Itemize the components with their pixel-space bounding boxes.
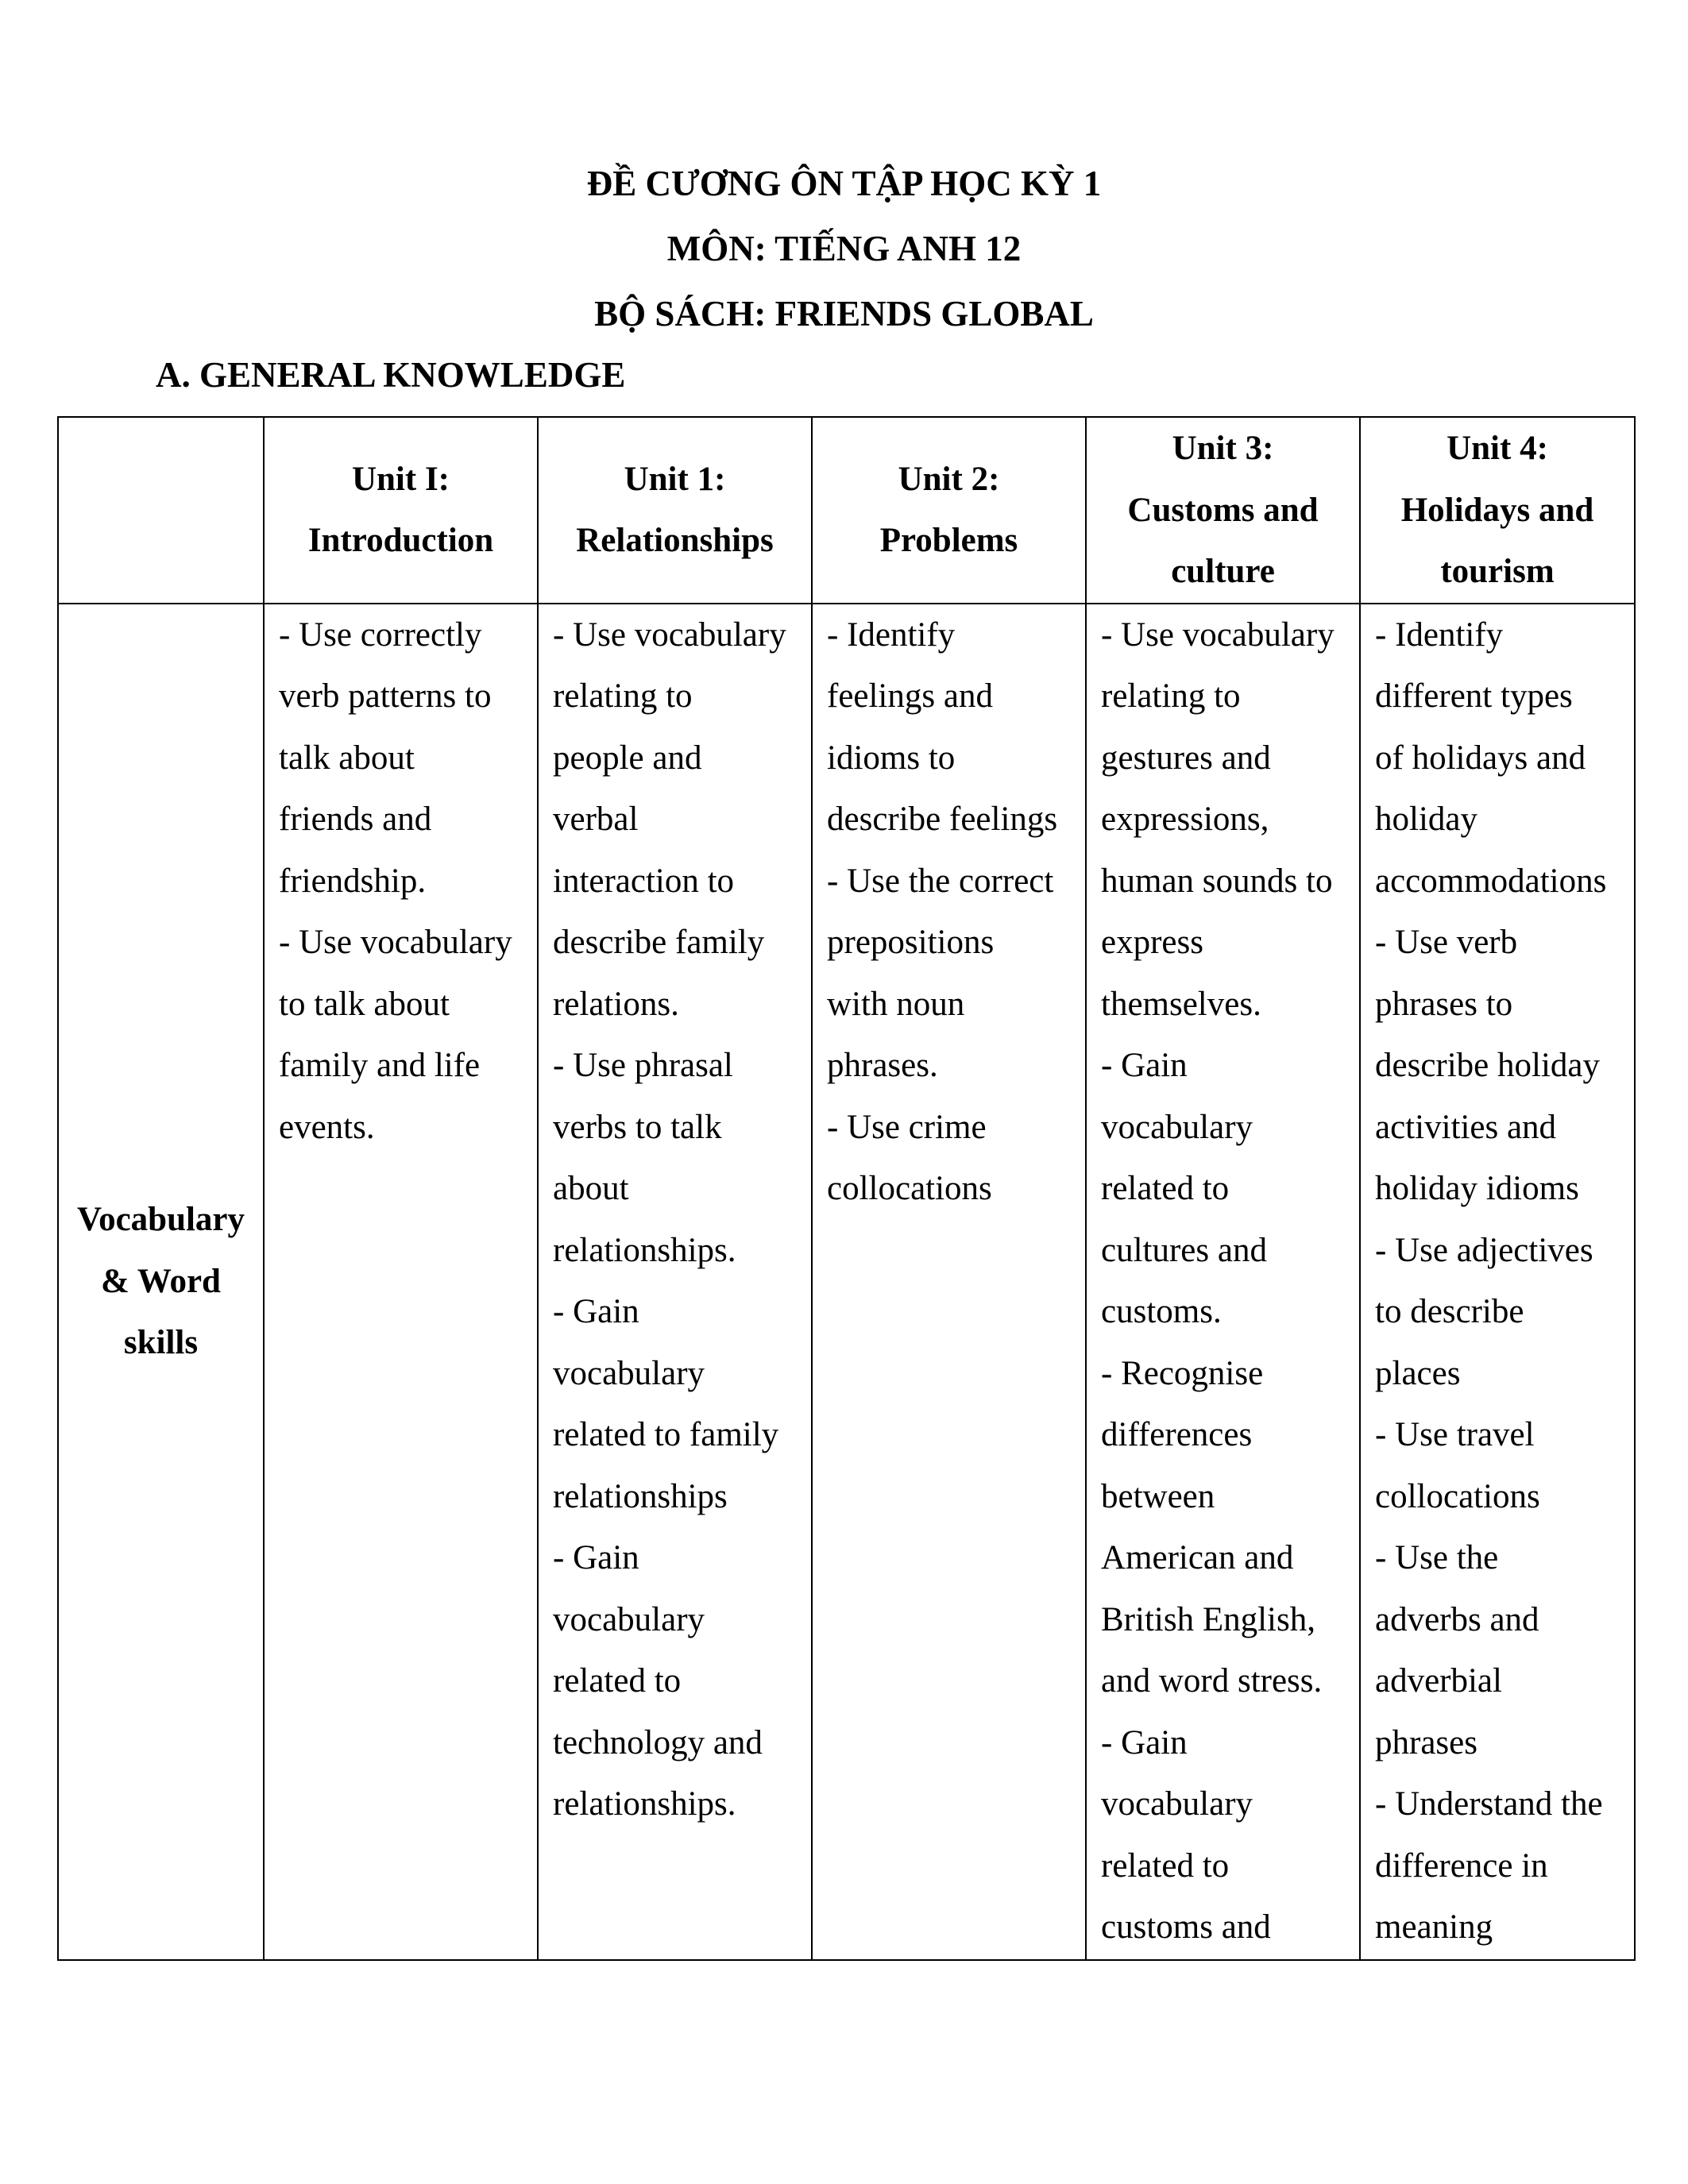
title-line-subject: MÔN: TIẾNG ANH 12 bbox=[666, 229, 1022, 268]
cell-text-line: friends and bbox=[279, 801, 432, 838]
cell-text-line: - Use vocabulary bbox=[553, 615, 786, 654]
cell-text-line: phrases. bbox=[827, 1047, 938, 1084]
header-unit-3 bbox=[1086, 417, 1360, 604]
header-unit-4 bbox=[1360, 417, 1635, 604]
cell-text-line: vocabulary bbox=[553, 1600, 705, 1638]
cell-text-line: vocabulary bbox=[553, 1354, 705, 1392]
cell-text-line: - Use crime bbox=[827, 1108, 987, 1146]
cell-unit-4 bbox=[1360, 604, 1635, 1960]
title-line-outline: ĐỀ CƯƠNG ÔN TẬP HỌC KỲ 1 bbox=[586, 164, 1102, 203]
cell-unit-3 bbox=[1086, 604, 1360, 1960]
table-header-row bbox=[58, 417, 1635, 604]
header-line: Introduction bbox=[307, 522, 494, 560]
cell-text-line: - Gain bbox=[553, 1293, 639, 1330]
cell-text-line: differences bbox=[1101, 1416, 1253, 1453]
cell-text-line: - Gain bbox=[553, 1539, 639, 1576]
cell-text-line: meaning bbox=[1375, 1908, 1493, 1946]
cell-text-line: family and life bbox=[279, 1047, 481, 1084]
header-unit-2 bbox=[812, 417, 1086, 604]
cell-text-line: expressions, bbox=[1101, 801, 1269, 838]
row-label-vocabulary bbox=[58, 604, 264, 1960]
cell-text-line: describe feelings bbox=[827, 801, 1058, 838]
cell-text-line: gestures and bbox=[1101, 739, 1271, 777]
cell-text-line: activities and bbox=[1375, 1108, 1557, 1146]
cell-text-line: different types bbox=[1375, 677, 1573, 715]
cell-text-line: interaction to bbox=[553, 862, 735, 900]
cell-text-line: relating to bbox=[1101, 677, 1241, 715]
cell-text-line: cultures and bbox=[1101, 1231, 1267, 1269]
header-line: tourism bbox=[1440, 553, 1555, 590]
cell-text-line: - Use verb bbox=[1375, 924, 1518, 961]
cell-text-line: - Use vocabulary bbox=[1101, 615, 1335, 654]
cell-text-line: collocations bbox=[827, 1170, 992, 1207]
cell-text-line: - Use the correct bbox=[827, 862, 1054, 900]
title-line-book: BỘ SÁCH: FRIENDS GLOBAL bbox=[594, 294, 1094, 334]
cell-text-line: related to bbox=[1101, 1170, 1230, 1207]
cell-text-line: customs. bbox=[1101, 1293, 1222, 1330]
cell-text-line: - Use travel bbox=[1375, 1416, 1535, 1453]
cell-text-line: customs and bbox=[1101, 1908, 1271, 1946]
cell-text-line: adverbs and bbox=[1375, 1600, 1539, 1638]
cell-text-line: - Use correctly bbox=[279, 615, 482, 654]
header-unit-intro bbox=[264, 417, 538, 604]
cell-unit-1 bbox=[538, 604, 812, 1960]
cell-text-line: events. bbox=[279, 1108, 375, 1146]
header-corner-cell bbox=[58, 417, 264, 604]
knowledge-table bbox=[57, 416, 1636, 1961]
cell-text-line: phrases bbox=[1375, 1723, 1477, 1761]
cell-text-line: holiday idioms bbox=[1375, 1170, 1579, 1207]
header-line: Unit 3: bbox=[1172, 430, 1274, 467]
row-label-line: Vocabulary bbox=[76, 1201, 245, 1239]
cell-text-line: verb patterns to bbox=[279, 677, 492, 715]
cell-text-line: themselves. bbox=[1101, 985, 1261, 1023]
cell-text-line: friendship. bbox=[279, 862, 427, 900]
cell-text-line: British English, bbox=[1101, 1600, 1315, 1638]
row-label-line: skills bbox=[123, 1324, 199, 1362]
cell-text-line: prepositions bbox=[827, 924, 995, 961]
cell-text-line: technology and bbox=[553, 1723, 763, 1761]
cell-text-line: accommodations bbox=[1375, 862, 1607, 900]
cell-text-line: between bbox=[1101, 1477, 1215, 1515]
cell-text-line: relations. bbox=[553, 985, 679, 1023]
cell-text-line: relationships. bbox=[553, 1785, 736, 1823]
cell-text-line: related to bbox=[553, 1662, 682, 1700]
cell-text-line: idioms to bbox=[827, 739, 956, 777]
section-heading: A. GENERAL KNOWLEDGE bbox=[156, 355, 626, 395]
cell-text-line: human sounds to bbox=[1101, 862, 1333, 900]
cell-text-line: vocabulary bbox=[1101, 1108, 1253, 1146]
cell-text-line: vocabulary bbox=[1101, 1785, 1253, 1823]
cell-text-line: verbs to talk bbox=[553, 1108, 722, 1146]
cell-text-line: related to bbox=[1101, 1846, 1230, 1885]
document-title bbox=[0, 151, 1688, 346]
cell-unit-2 bbox=[812, 604, 1086, 1960]
cell-text-line: - Use vocabulary bbox=[279, 924, 512, 961]
cell-text-line: talk about bbox=[279, 739, 415, 777]
cell-text-line: phrases to bbox=[1375, 985, 1513, 1023]
cell-text-line: - Understand the bbox=[1375, 1785, 1603, 1823]
cell-text-line: to describe bbox=[1375, 1293, 1524, 1330]
cell-text-line: difference in bbox=[1375, 1846, 1548, 1885]
cell-text-line: - Identify bbox=[1375, 615, 1504, 654]
cell-text-line: places bbox=[1375, 1354, 1461, 1392]
cell-text-line: - Gain bbox=[1101, 1047, 1188, 1084]
cell-unit-intro bbox=[264, 604, 538, 1960]
cell-text-line: - Use adjectives bbox=[1375, 1231, 1593, 1269]
cell-text-line: collocations bbox=[1375, 1477, 1540, 1515]
cell-text-line: - Identify bbox=[827, 615, 956, 654]
cell-text-line: feelings and bbox=[827, 677, 993, 715]
cell-text-line: - Recognise bbox=[1101, 1354, 1264, 1392]
cell-text-line: and word stress. bbox=[1101, 1662, 1323, 1700]
cell-text-line: relationships bbox=[553, 1477, 728, 1515]
cell-text-line: of holidays and bbox=[1375, 739, 1586, 777]
cell-text-line: - Gain bbox=[1101, 1723, 1188, 1761]
header-line: Problems bbox=[879, 522, 1018, 560]
cell-text-line: American and bbox=[1101, 1539, 1294, 1576]
header-line: culture bbox=[1171, 553, 1275, 590]
header-line: Unit 4: bbox=[1447, 430, 1548, 467]
header-unit-1 bbox=[538, 417, 812, 604]
cell-text-line: describe holiday bbox=[1375, 1047, 1600, 1084]
header-line: Unit I: bbox=[351, 460, 450, 498]
cell-text-line: adverbial bbox=[1375, 1662, 1502, 1700]
row-label-line: & Word bbox=[101, 1262, 221, 1300]
header-line: Unit 1: bbox=[624, 460, 726, 498]
cell-text-line: describe family bbox=[553, 924, 765, 961]
cell-text-line: - Use the bbox=[1375, 1539, 1499, 1576]
header-line: Customs and bbox=[1127, 491, 1319, 529]
cell-text-line: - Use phrasal bbox=[553, 1047, 733, 1084]
header-line: Holidays and bbox=[1400, 491, 1594, 529]
table-row-vocabulary bbox=[58, 604, 1635, 1960]
cell-text-line: about bbox=[553, 1170, 629, 1207]
cell-text-line: relationships. bbox=[553, 1231, 736, 1269]
cell-text-line: to talk about bbox=[279, 985, 450, 1023]
cell-text-line: holiday bbox=[1375, 801, 1477, 838]
cell-text-line: people and bbox=[553, 739, 702, 777]
cell-text-line: relating to bbox=[553, 677, 693, 715]
header-line: Relationships bbox=[576, 522, 774, 560]
cell-text-line: express bbox=[1101, 924, 1203, 961]
cell-text-line: verbal bbox=[553, 801, 639, 838]
cell-text-line: related to family bbox=[553, 1416, 779, 1453]
header-line: Unit 2: bbox=[898, 460, 1000, 498]
cell-text-line: with noun bbox=[827, 985, 965, 1023]
